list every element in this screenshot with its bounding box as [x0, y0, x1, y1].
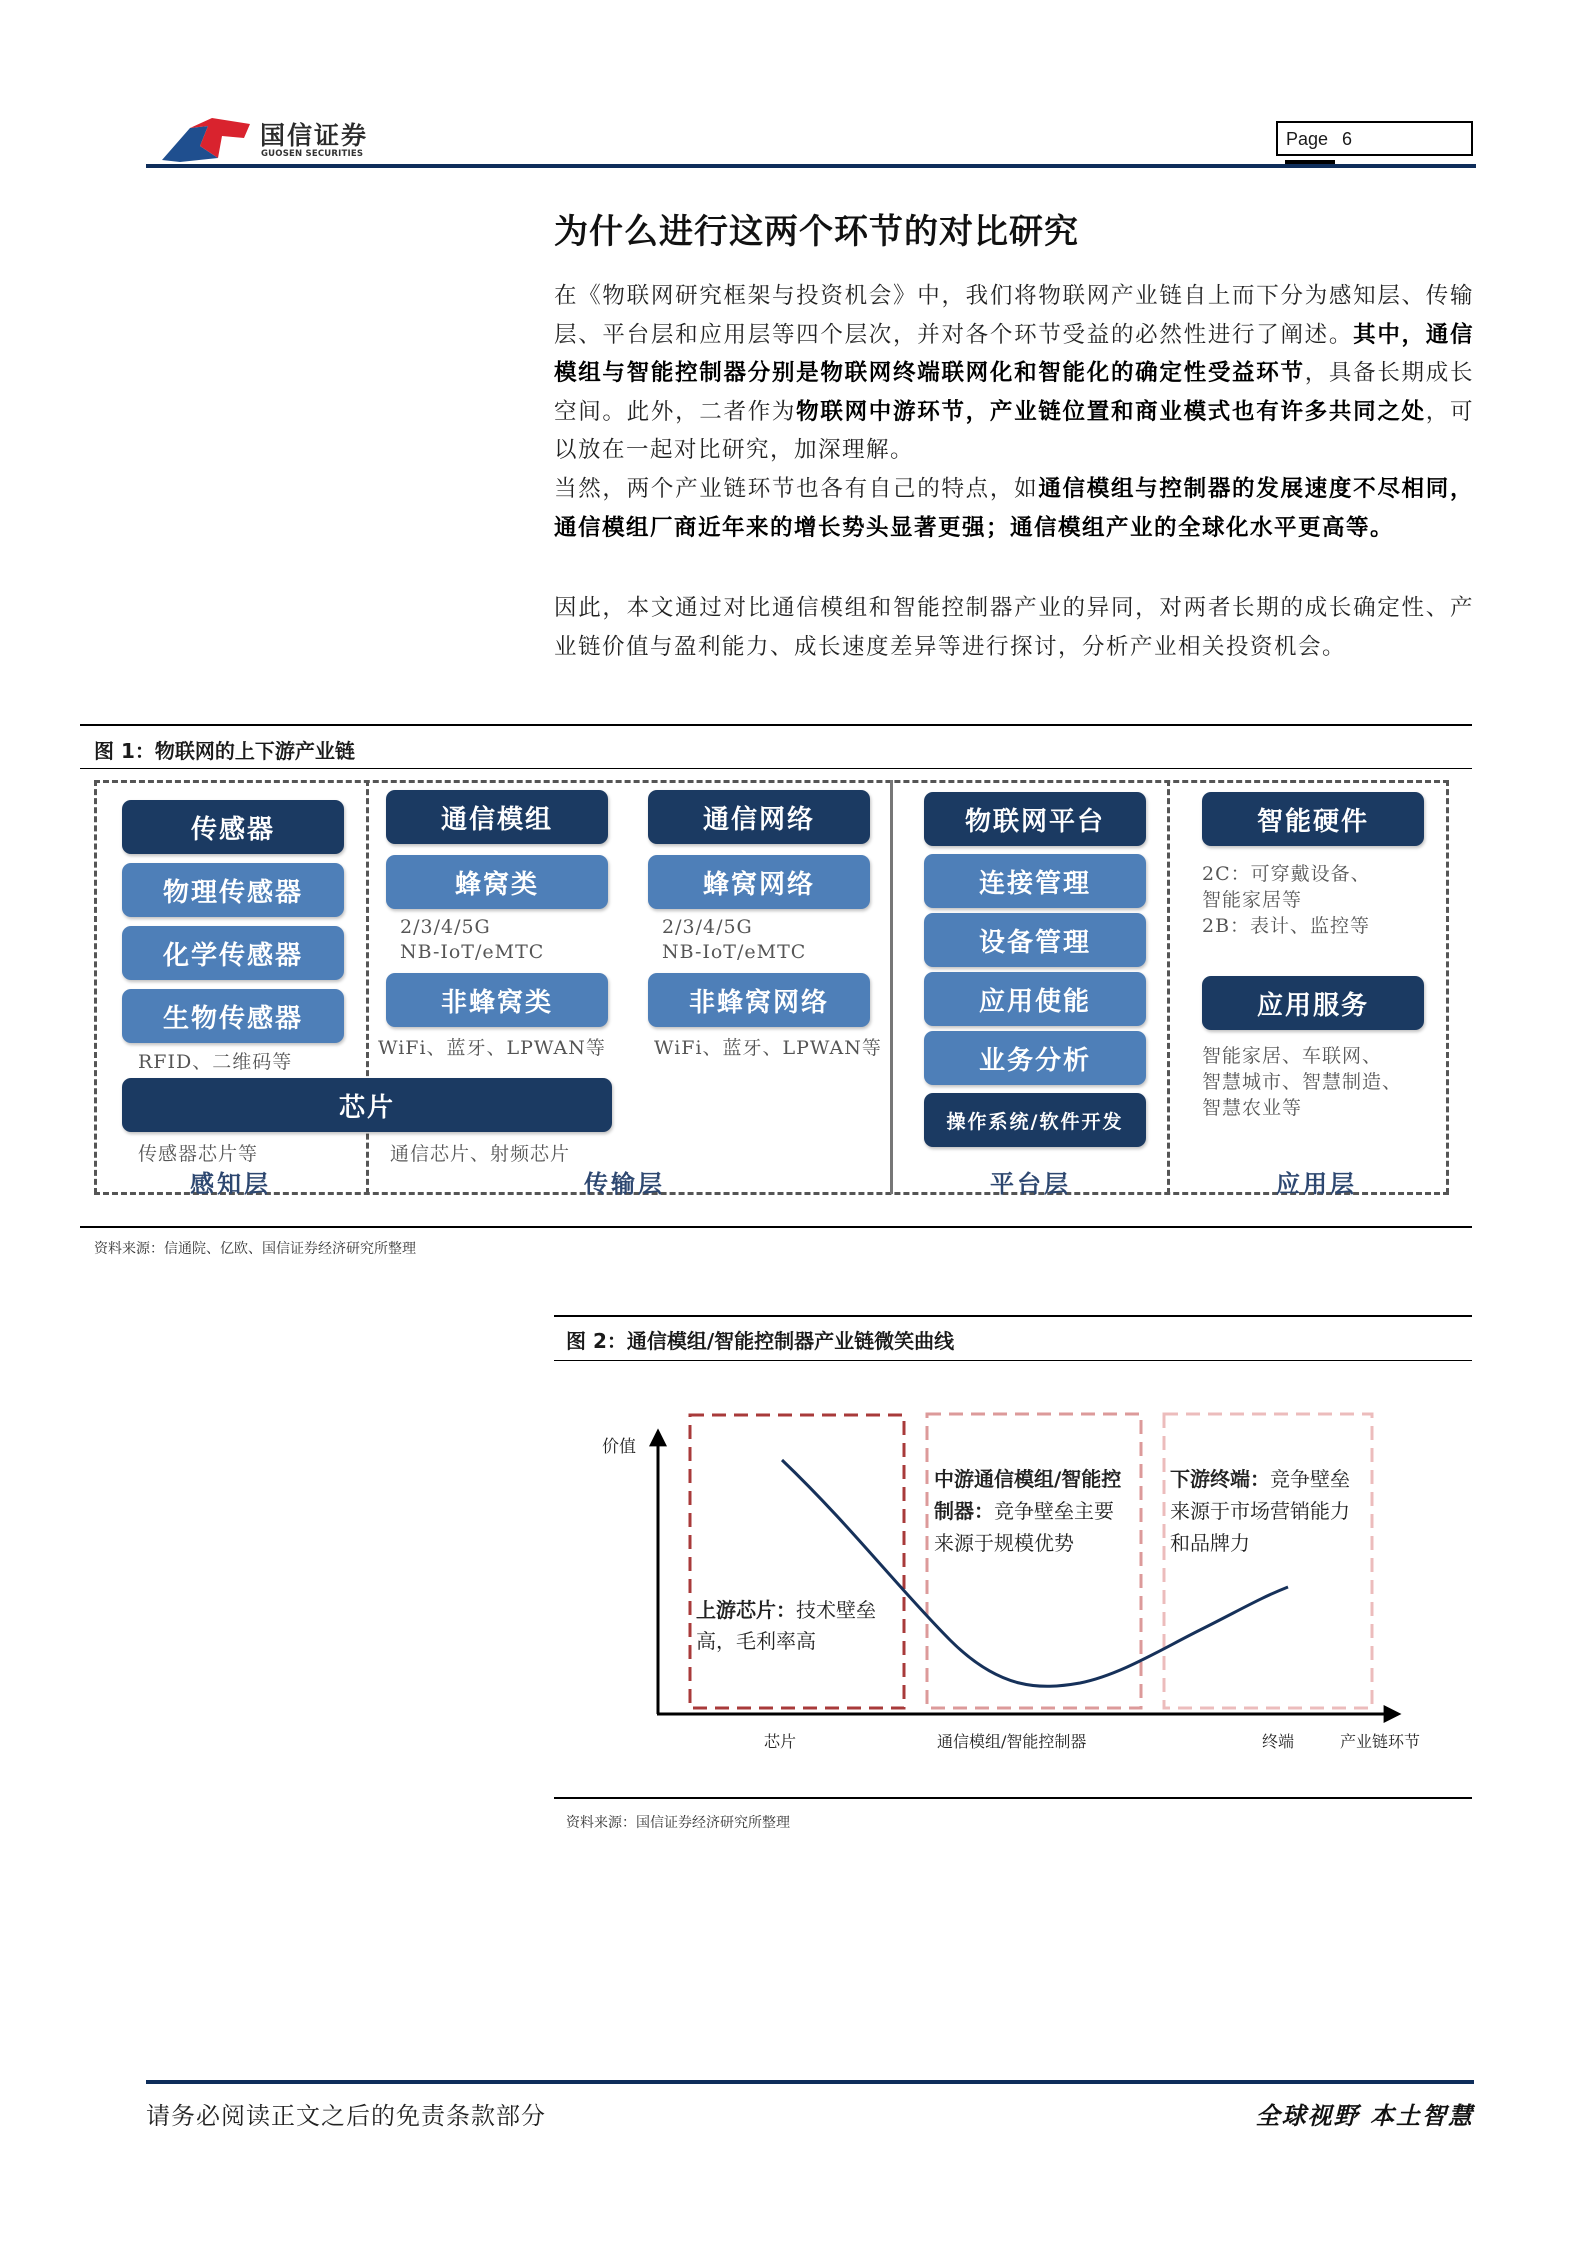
- company-logo: [160, 112, 400, 167]
- box-bio-sensor: 生物传感器: [122, 989, 344, 1043]
- note-service-3: 智慧农业等: [1202, 1097, 1303, 1119]
- figure2-bottom-rule: [554, 1797, 1472, 1799]
- midstream-box: [927, 1414, 1141, 1708]
- text-run: ，可以放在一起对比研究，加深理解。: [554, 398, 1474, 463]
- box-comm-network: 通信网络: [648, 790, 870, 844]
- smile-curve: [782, 1460, 1288, 1686]
- frame-top: [94, 780, 1449, 783]
- box-chemical-sensor: 化学传感器: [122, 926, 344, 980]
- section-title: 为什么进行这两个环节的对比研究: [554, 212, 1079, 252]
- box-sensor: 传感器: [122, 800, 344, 854]
- note-cellular-module-1: 2/3/4/5G: [400, 916, 491, 938]
- midstream-annotation: 中游通信模组/智能控 制器：竞争壁垒主要 来源于规模优势: [934, 1467, 1122, 1555]
- text-run: 在《物联网研究框架与投资机会》中，我们将物联网产业链自上而下分为感知层、传输层、平台层和应用层等四个层次，并对各个环节受益的必然性进行了阐述。: [554, 283, 1474, 348]
- note-rfid: RFID、二维码等: [138, 1051, 293, 1073]
- note-service-1: 智能家居、车联网、: [1202, 1045, 1383, 1067]
- page-label: Page: [1286, 129, 1329, 149]
- note-service-2: 智慧城市、智慧制造、: [1202, 1071, 1403, 1093]
- box-smart-hardware: 智能硬件: [1202, 792, 1424, 846]
- text-run: ，具备长期成长空间。此外，二者作为: [554, 360, 1474, 425]
- paragraph-2: [554, 470, 1474, 547]
- page-number: 6: [1342, 129, 1353, 149]
- page-indicator: [1276, 121, 1473, 156]
- box-noncellular-network: 非蜂窝网络: [648, 973, 870, 1027]
- figure1-source: 资料来源：信通院、亿欧、国信证券经济研究所整理: [94, 1241, 416, 1257]
- y-axis-label: 价值: [602, 1437, 636, 1457]
- figure2-top-rule: [554, 1315, 1472, 1317]
- note-hardware-1: 2C：可穿戴设备、: [1202, 863, 1371, 885]
- downstream-annotation: 下游终端：竞争壁垒 来源于市场营销能力 和品牌力: [1170, 1467, 1350, 1555]
- paragraph-1: [554, 277, 1474, 470]
- note-comm-chip: 通信芯片、射频芯片: [390, 1143, 571, 1165]
- box-comm-module: 通信模组: [386, 790, 608, 844]
- x-axis-label: 产业链环节: [1340, 1732, 1421, 1751]
- logo-mark-icon: [160, 116, 252, 164]
- upstream-box: [690, 1415, 904, 1708]
- box-physical-sensor: 物理传感器: [122, 863, 344, 917]
- frame-left: [94, 780, 97, 1194]
- x-tick-chip: 芯片: [764, 1732, 797, 1751]
- downstream-box: [1164, 1414, 1372, 1708]
- box-cellular-network: 蜂窝网络: [648, 855, 870, 909]
- note-hardware-3: 2B：表计、监控等: [1202, 915, 1371, 937]
- box-os-software: 操作系统/软件开发: [924, 1093, 1146, 1147]
- layer-transport: 传输层: [584, 1169, 665, 1198]
- divider-platform-application: [1167, 780, 1170, 1194]
- box-iot-platform: 物联网平台: [924, 792, 1146, 846]
- footer-disclaimer: 请务必阅读正文之后的免责条款部分: [146, 2102, 546, 2130]
- box-connection-mgmt: 连接管理: [924, 854, 1146, 908]
- box-cellular: 蜂窝类: [386, 855, 608, 909]
- figure2-title: 图 2：通信模组/智能控制器产业链微笑曲线: [566, 1329, 955, 1353]
- logo-text-en: GUOSEN SECURITIES: [261, 149, 364, 159]
- note-noncellular-network: WiFi、蓝牙、LPWAN等: [654, 1037, 882, 1059]
- smile-curve-chart: [554, 1370, 1472, 1790]
- divider-transport-platform: [890, 780, 893, 1194]
- figure1-bottom-rule: [80, 1226, 1472, 1228]
- layer-perception: 感知层: [190, 1169, 271, 1198]
- note-cellular-network-1: 2/3/4/5G: [662, 916, 753, 938]
- bold-run: 通信模组与控制器的发展速度不尽相同，通信模组厂商近年来的增长势头显著更强；通信模组产业的全球化水平更高等。: [554, 476, 1474, 541]
- x-tick-terminal: 终端: [1262, 1732, 1295, 1751]
- box-app-service: 应用服务: [1202, 976, 1424, 1030]
- box-noncellular: 非蜂窝类: [386, 973, 608, 1027]
- figure1-title-rule: [80, 768, 1472, 769]
- figure1-top-rule: [80, 724, 1472, 726]
- footer-divider: [146, 2080, 1474, 2084]
- figure1-diagram: [94, 780, 1454, 1210]
- figure2-source: 资料来源：国信证券经济研究所整理: [566, 1815, 790, 1831]
- frame-right: [1446, 780, 1449, 1194]
- frame-bottom: [94, 1192, 1449, 1195]
- note-noncellular-module: WiFi、蓝牙、LPWAN等: [378, 1037, 606, 1059]
- text-run: 因此，本文通过对比通信模组和智能控制器产业的异同，对两者长期的成长确定性、产业链价值与盈利能力、成长速度差异等进行探讨，分析产业相关投资机会。: [554, 595, 1474, 660]
- box-device-mgmt: 设备管理: [924, 913, 1146, 967]
- box-chip: 芯片: [122, 1078, 612, 1132]
- figure1-title: 图 1：物联网的上下游产业链: [94, 739, 355, 763]
- upstream-annotation: 上游芯片：技术壁垒 高，毛利率高: [696, 1598, 876, 1653]
- layer-platform: 平台层: [990, 1169, 1071, 1198]
- note-hardware-2: 智能家居等: [1202, 889, 1303, 911]
- header-divider: [146, 164, 1476, 168]
- bold-run: 其中，通信模组与智能控制器分别是物联网终端联网化和智能化的确定性受益环节: [554, 321, 1474, 386]
- x-tick-module: 通信模组/智能控制器: [937, 1732, 1087, 1751]
- logo-text-cn: 国信证券: [260, 121, 369, 150]
- note-sensor-chip: 传感器芯片等: [138, 1143, 259, 1165]
- note-cellular-module-2: NB-IoT/eMTC: [400, 941, 545, 963]
- layer-application: 应用层: [1276, 1169, 1357, 1198]
- box-business-analysis: 业务分析: [924, 1031, 1146, 1085]
- note-cellular-network-2: NB-IoT/eMTC: [662, 941, 807, 963]
- box-app-enablement: 应用使能: [924, 972, 1146, 1026]
- text-run: 当然，两个产业链环节也各有自己的特点，如: [554, 476, 1039, 502]
- bold-run: 物联网中游环节，产业链位置和商业模式也有许多共同之处: [796, 398, 1426, 425]
- figure2-title-rule: [554, 1360, 1472, 1361]
- footer-slogan: 全球视野 本土智慧: [1255, 2101, 1474, 2130]
- paragraph-3: [554, 589, 1474, 666]
